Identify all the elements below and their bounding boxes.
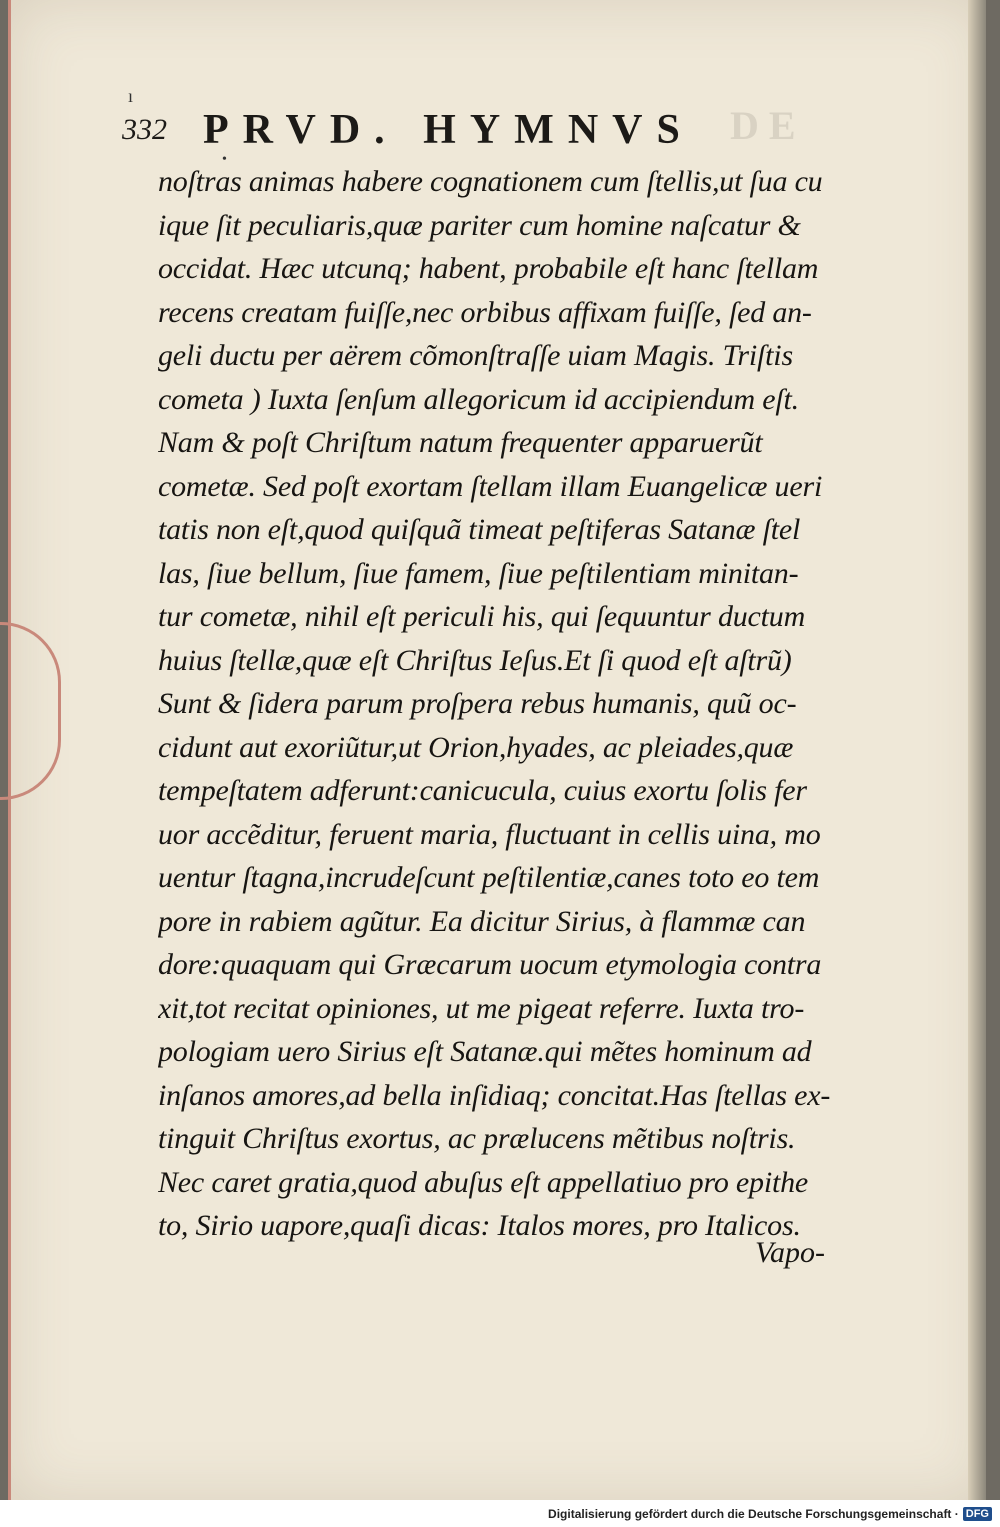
page-title: PRVD. HYMNVS xyxy=(203,107,694,153)
page-number: 332 xyxy=(122,113,167,146)
text-line: Nam & poſt Chriſtum natum frequenter apparuerũt xyxy=(158,426,763,459)
text-line: dore:quaquam qui Græcarum uocum etymologia contra xyxy=(158,948,822,981)
text-line: ique ſit peculiaris,quæ pariter cum homine naſcatur & xyxy=(158,208,801,242)
show-through-text: DE xyxy=(730,103,806,148)
running-head xyxy=(122,100,842,160)
text-line: tatis non eſt,quod quiſquã timeat peſtiferas Satanæ ſtel xyxy=(158,513,801,546)
text-line: xit,tot recitat opiniones, ut me pigeat referre. Iuxta tro- xyxy=(158,991,805,1025)
text-line: Sunt & ſidera parum proſpera rebus humanis, quũ oc- xyxy=(158,687,797,720)
ink-mark: ı xyxy=(128,86,134,106)
text-line: uor accẽditur, feruent maria, fluctuant in cellis uina, mo xyxy=(158,817,821,851)
catchword: Vapo- xyxy=(755,1236,825,1269)
text-line: huius ſtellæ,quæ eſt Chriſtus Ieſus.Et ſi quod eſt aſtrũ) xyxy=(158,643,792,677)
dfg-logo: DFG xyxy=(963,1507,992,1521)
digitization-footer xyxy=(0,1500,1000,1527)
funding-credit: Digitalisierung gefördert durch die Deutsche Forschungsgemeinschaft · xyxy=(548,1506,959,1521)
text-line: pologiam uero Sirius eſt Satanæ.qui mẽtes hominum ad xyxy=(158,1035,812,1068)
page-edge xyxy=(968,0,986,1500)
text-line: recens creatam fuiſſe,nec orbibus affixam fuiſſe, ſed an- xyxy=(158,295,812,329)
text-line: to, Sirio uapore,quaſi dicas: Italos mores, pro Italicos. xyxy=(158,1209,801,1242)
body-text xyxy=(158,160,858,1248)
text-line: cometa ) Iuxta ſenſum allegoricum id accipiendum eſt. xyxy=(158,382,799,416)
text-line: inſanos amores,ad bella inſidiaq; concitat.Has ſtellas ex- xyxy=(158,1078,831,1112)
ink-dot: • xyxy=(222,152,227,167)
text-line: tinguit Chriſtus exortus, ac prælucens mẽtibus noſtris. xyxy=(158,1122,796,1155)
text-line: tur cometæ, nihil eſt periculi his, qui ſequuntur ductum xyxy=(158,600,806,633)
text-line: las, ſiue bellum, ſiue famem, ſiue peſtilentiam minitan- xyxy=(158,556,799,590)
text-line: uentur ſtagna,incrudeſcunt peſtilentiæ,canes toto eo tem xyxy=(158,861,820,894)
text-line: tempeſtatem adferunt:canicucula, cuius exortu ſolis fer xyxy=(158,774,807,807)
text-line: occidat. Hæc utcunq; habent, probabile eſt hanc ſtellam xyxy=(158,252,819,285)
text-line: geli ductu per aërem cõmonſtraſſe uiam Magis. Triſtis xyxy=(158,339,793,372)
text-line: Nec caret gratia,quod abuſus eſt appellatiuo pro epithe xyxy=(158,1165,809,1199)
text-line: cometæ. Sed poſt exortam ſtellam illam Euangelicæ ueri xyxy=(158,469,823,503)
text-line: cidunt aut exoriũtur,ut Orion,hyades, ac pleiades,quæ xyxy=(158,730,794,764)
text-line: pore in rabiem agũtur. Ea dicitur Sirius, à flammæ can xyxy=(158,904,806,938)
text-line: noſtras animas habere cognationem cum ſtellis,ut ſua cu xyxy=(158,165,823,198)
